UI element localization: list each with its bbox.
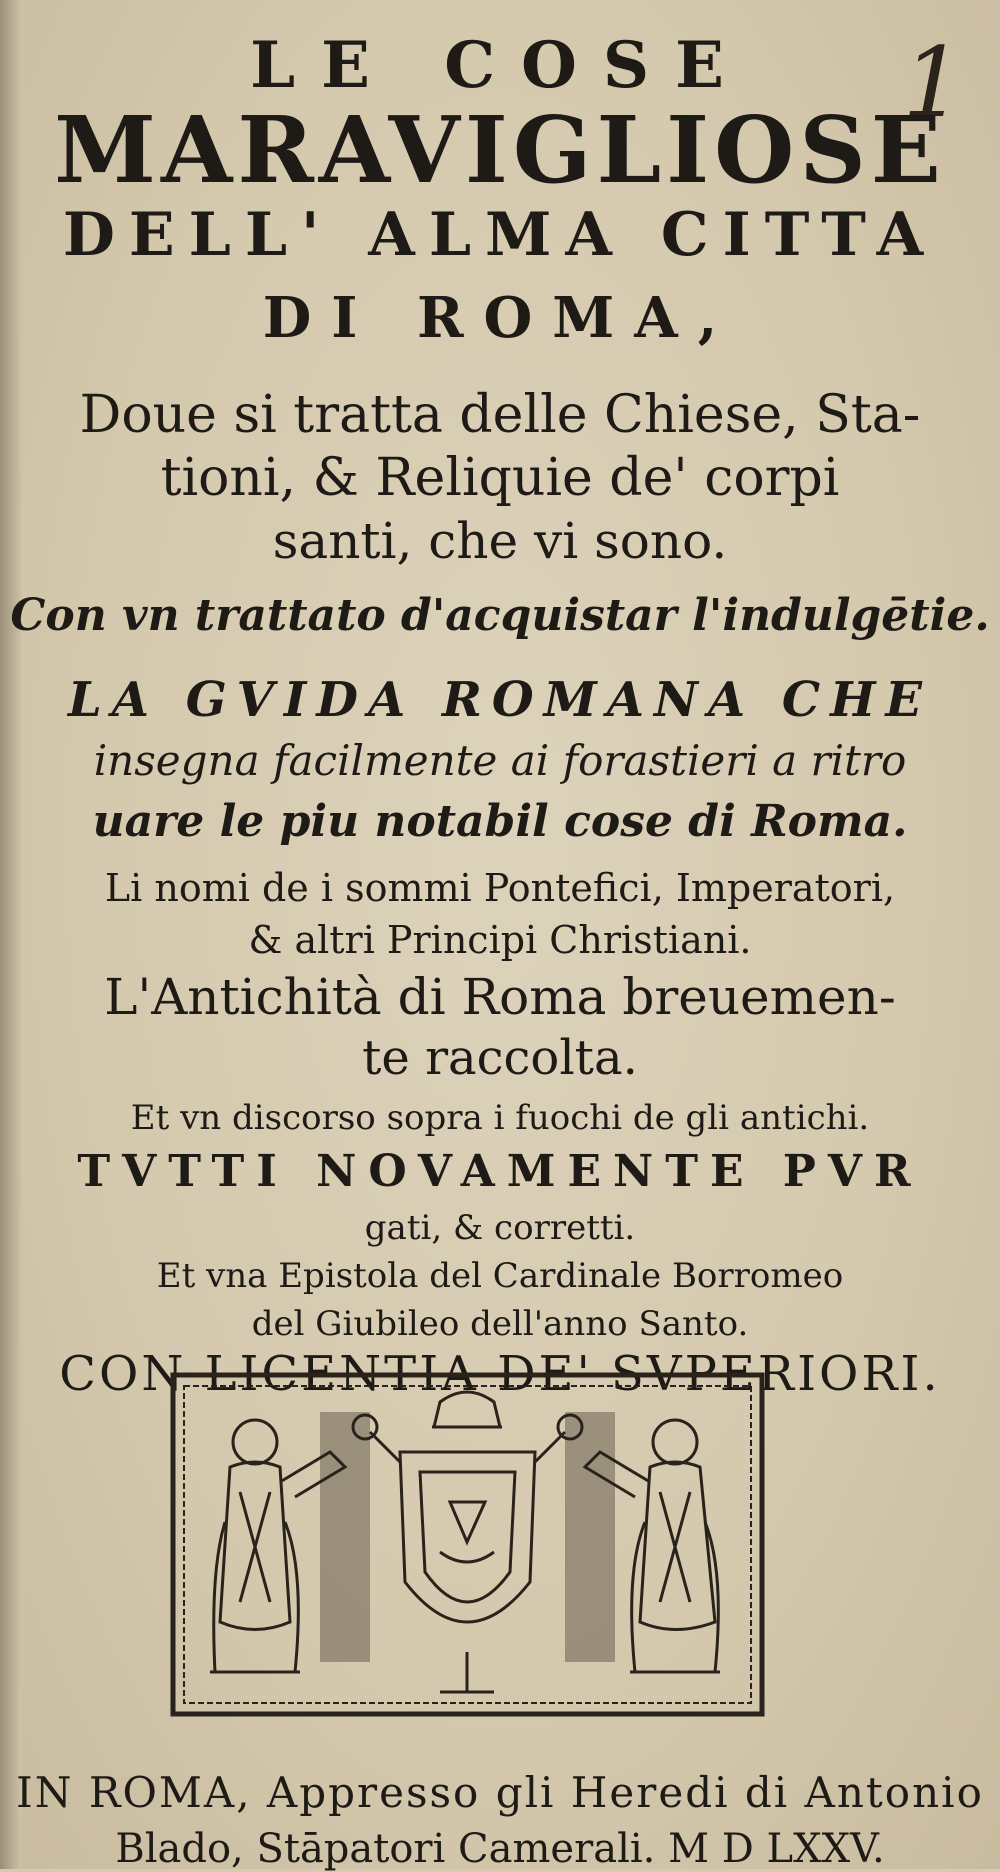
guide-line-1: insegna facilmente ai forastieri a ritro — [93, 736, 907, 785]
antiquity-line-1: L'Antichità di Roma breuemen- — [104, 968, 896, 1026]
names-line-1: Li nomi de i sommi Pontefici, Imperatori, — [104, 866, 896, 910]
subtitle-line-3: santi, che vi sono. — [272, 512, 728, 570]
folio-mark: 1 — [902, 27, 964, 139]
title-line-2: MARAVIGLIOSE — [54, 96, 946, 204]
guide-line-2: uare le piu notabil cose di Roma. — [92, 796, 908, 847]
names-line-2: & altri Principi Christiani. — [248, 918, 752, 962]
indulgence-line: Con vn trattato d'acquistar l'indulgētie. — [10, 590, 990, 641]
imprint-line-2: Blado, Stāpatori Camerali. M D LXXV. — [115, 1826, 885, 1872]
subtitle-line-1: Doue si tratta delle Chiese, Sta- — [79, 385, 921, 445]
title-line-4: DI ROMA, — [262, 285, 738, 351]
license-line: CON LICENTIA DE' SVPERIORI. — [59, 1346, 941, 1402]
papal-arms-woodcut-icon — [170, 1372, 765, 1717]
title-line-3: DELL' ALMA CITTA — [62, 200, 938, 270]
epistle-line-1: Et vna Epistola del Cardinale Borromeo — [156, 1256, 844, 1296]
guide-heading: LA GVIDA ROMANA CHE — [67, 672, 932, 728]
epistle-line-2: del Giubileo dell'anno Santo. — [251, 1304, 749, 1344]
discourse-line: Et vn discorso sopra i fuochi de gli antichi. — [130, 1098, 870, 1138]
title-line-1: LE COSE — [250, 28, 750, 103]
revised-line-2: gati, & corretti. — [364, 1208, 636, 1248]
antiquity-line-2: te raccolta. — [362, 1030, 638, 1086]
revised-line-1: TVTTI NOVAMENTE PVR — [77, 1146, 923, 1197]
subtitle-line-2: tioni, & Reliquie de' corpi — [160, 448, 840, 508]
imprint-line-1: IN ROMA, Appresso gli Heredi di Antonio — [16, 1768, 984, 1817]
